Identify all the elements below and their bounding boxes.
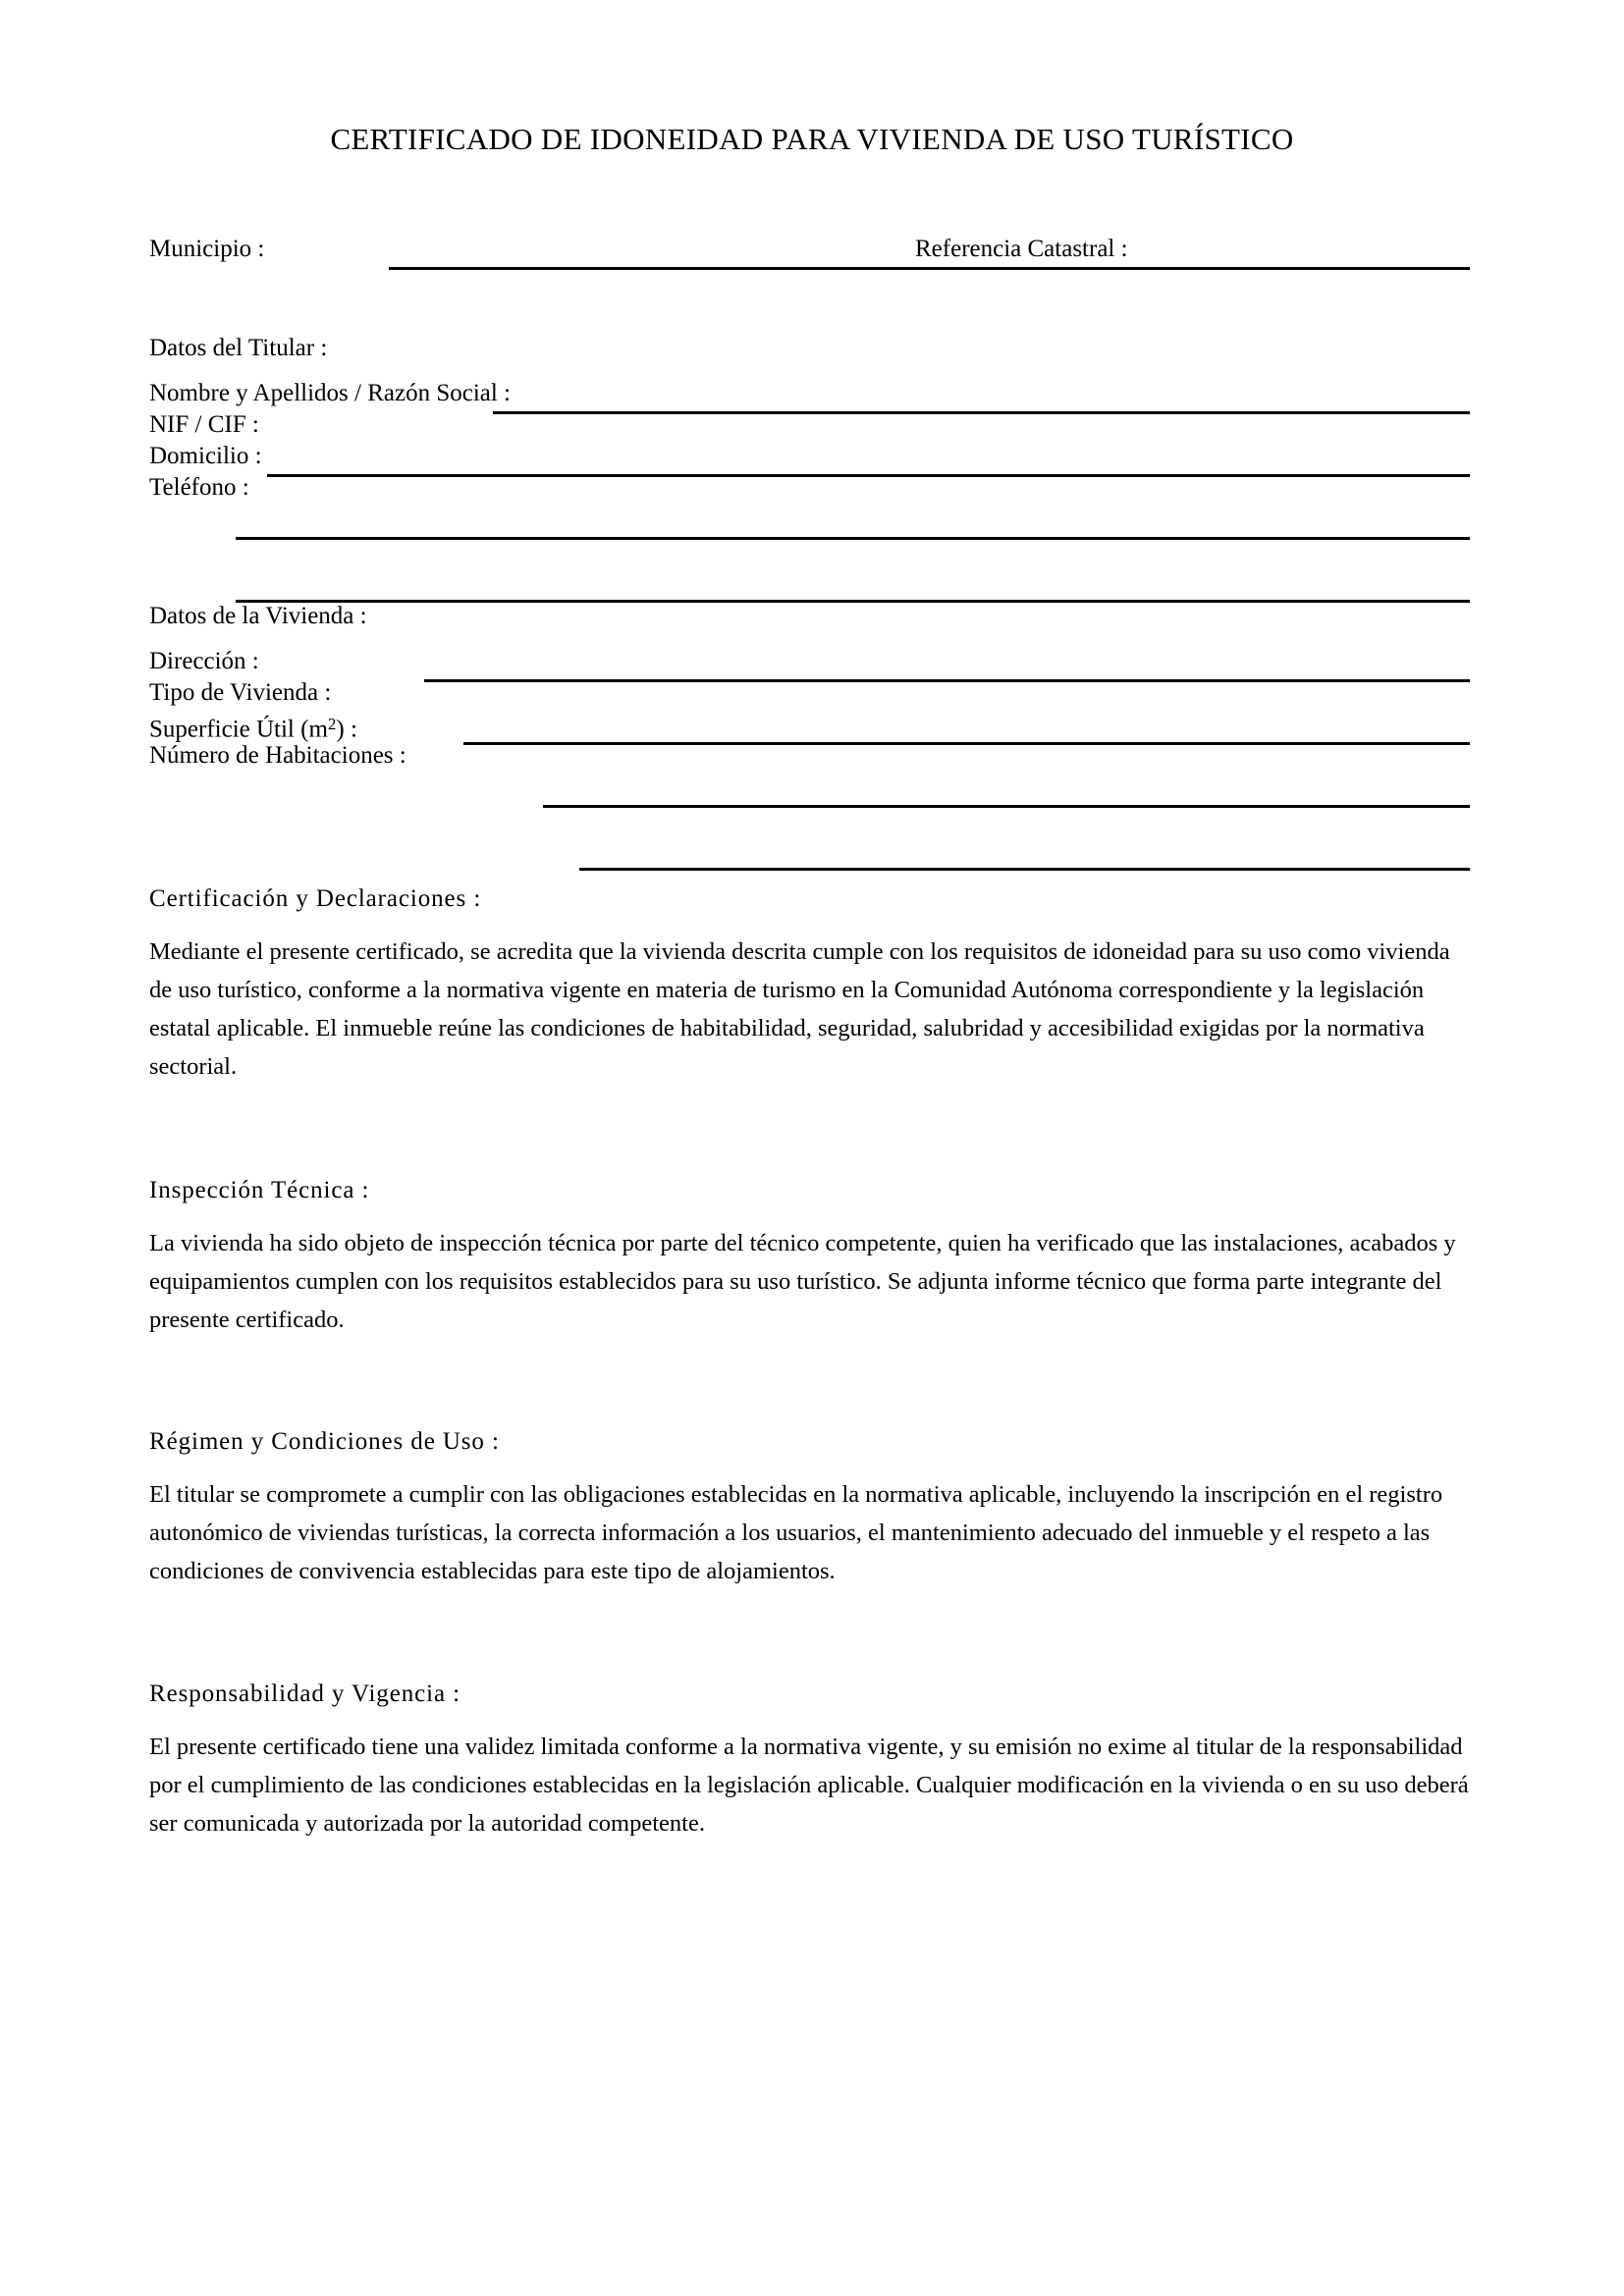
municipio-label: Municipio : [149, 236, 265, 262]
vivienda-group-label: Datos de la Vivienda : [149, 603, 367, 629]
superficie-util-label: Superficie Útil $(m^2)$ : [149, 715, 357, 743]
section-regimen-heading: Régimen y Condiciones de Uso : [149, 1428, 500, 1455]
section-responsabilidad-body: El presente certificado tiene una validez limitada conforme a la normativa vigente, y su emisión no exime al titular de la responsabilidad por el cumplimiento de las condiciones establecidas en la legislación aplicable. Cualquier modificación en la vivienda o en su uso deberá ser comunicada y autorizada por la autoridad competente. [149, 1734, 1469, 1837]
superficie-util-input-rule[interactable] [543, 805, 1470, 808]
tipo-vivienda-label: Tipo de Vivienda : [149, 679, 332, 706]
section-regimen-body: El titular se compromete a cumplir con las obligaciones establecidas en la normativa aplicable, incluyendo la inscripción en el registro autonómico de viviendas turísticas, la correcta información a los usuarios, el mantenimiento adecuado del inmueble y el respeto a las condiciones de convivencia establecidas para este tipo de alojamientos. [149, 1481, 1443, 1584]
section-certificacion-heading: Certificación y Declaraciones : [149, 885, 482, 912]
section-certificacion-body: Mediante el presente certificado, se acredita que la vivienda descrita cumple con los requisitos de idoneidad para su uso como vivienda de uso turístico, conforme a la normativa vigente en materia de turismo en la Comunidad Autónoma correspondiente y la legislación estatal aplicable. El inmueble reúne las condiciones de habitabilidad, seguridad, salubridad y accesibilidad exigidas por la normativa sectorial. [149, 938, 1450, 1080]
telefono-input-rule[interactable] [236, 600, 1470, 603]
field-numero-habitaciones [149, 740, 1470, 783]
numero-habitaciones-label: Número de Habitaciones : [149, 742, 406, 769]
domicilio-input-rule[interactable] [236, 537, 1470, 540]
telefono-label: Teléfono : [149, 474, 249, 501]
section-inspeccion [149, 1175, 1470, 1339]
direccion-label: Dirección : [149, 648, 259, 674]
numero-habitaciones-input-rule[interactable] [579, 868, 1470, 871]
municipio-referencia-input-rule[interactable] [389, 267, 1470, 270]
titular-group-label: Datos del Titular : [149, 335, 328, 361]
section-responsabilidad-heading: Responsabilidad y Vigencia : [149, 1681, 460, 1707]
nif-cif-label: NIF / CIF : [149, 411, 259, 438]
municipio-row [149, 234, 1470, 277]
section-regimen [149, 1426, 1470, 1590]
field-telefono [149, 472, 1470, 515]
page-title: CERTIFICADO DE IDONEIDAD PARA VIVIENDA DE USO TURÍSTICO [330, 122, 1294, 156]
section-responsabilidad [149, 1679, 1470, 1842]
section-certificacion [149, 883, 1470, 1086]
nombre-apellidos-label: Nombre y Apellidos / Razón Social : [149, 380, 512, 406]
domicilio-label: Domicilio : [149, 443, 262, 469]
section-inspeccion-heading: Inspección Técnica : [149, 1177, 370, 1203]
referencia-catastral-label: Referencia Catastral : [915, 236, 1128, 262]
section-inspeccion-body: La vivienda ha sido objeto de inspección técnica por parte del técnico competente, quien ha verificado que las instalaciones, acabados y equipamientos cumplen con los requisitos establecidos para su uso turístico. Se adjunta informe técnico que forma parte integrante del presente certificado. [149, 1230, 1456, 1333]
